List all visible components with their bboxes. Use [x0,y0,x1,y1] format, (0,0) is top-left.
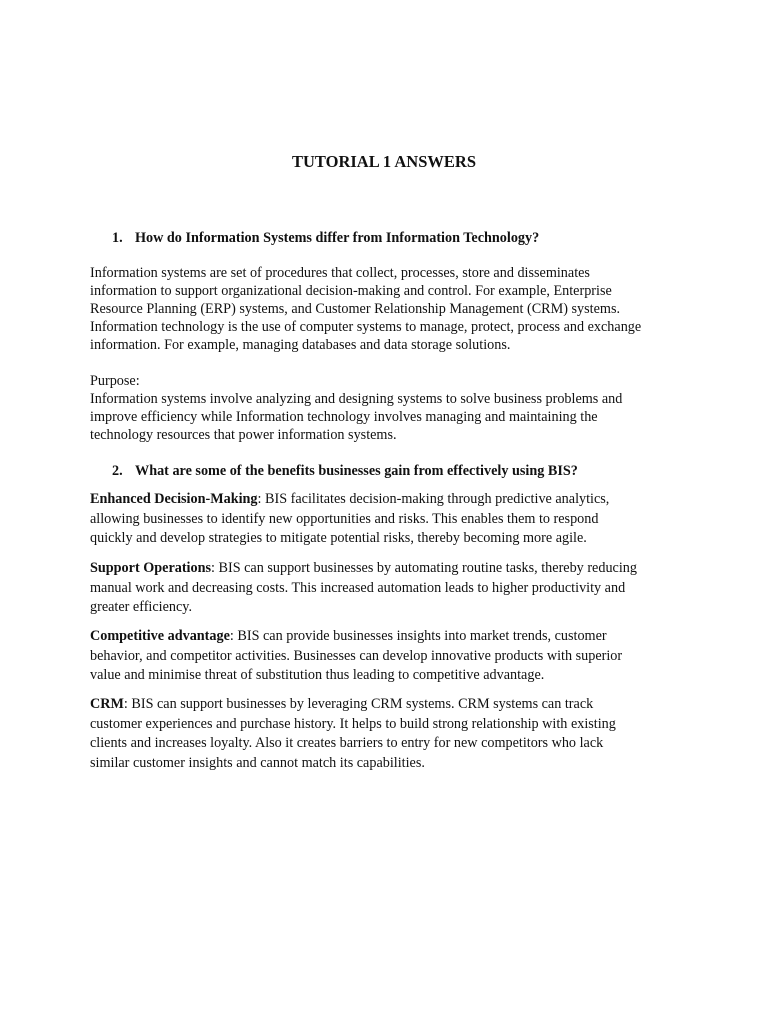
paragraph-line: information to support organizational decision-making and control. For example, Enterprise [90,283,612,299]
benefit-paragraph [90,695,690,773]
question-2-text: What are some of the benefits businesses gain from effectively using BIS? [135,463,578,479]
benefit-paragraph [90,627,690,686]
answer-1-definitions [90,264,690,354]
question-1-text: How do Information Systems differ from Information Technology? [135,230,540,246]
question-1 [112,229,692,247]
answer-1-purpose [90,372,690,444]
benefit-text: : BIS facilitates decision-making through predictive analytics, [257,491,610,507]
benefit-term: Enhanced Decision-Making [90,491,258,507]
benefit-term: Support Operations [90,560,212,576]
benefit-text: : BIS can support businesses by leveraging CRM systems. CRM systems can track [123,696,594,712]
paragraph-line: manual work and decreasing costs. This increased automation leads to higher productivity and [90,579,626,596]
paragraph-line: allowing businesses to identify new opportunities and risks. This enables them to respond [90,510,599,527]
paragraph-line: technology resources that power information systems. [90,427,397,443]
paragraph-line: value and minimise threat of substitution thus leading to competitive advantage. [90,667,545,683]
benefit-text: : BIS can provide businesses insights into market trends, customer [229,628,607,644]
purpose-label: Purpose: [90,373,140,389]
question-1-number: 1. [112,230,123,246]
question-2 [112,462,692,480]
benefit-paragraph [90,490,690,549]
paragraph-line: Information systems involve analyzing and designing systems to solve business problems and [90,391,623,407]
benefit-paragraph [90,559,690,618]
paragraph-line: quickly and develop strategies to mitigate potential risks, thereby becoming more agile. [90,530,587,546]
paragraph-line: customer experiences and purchase history. It helps to build strong relationship with existing [90,715,616,732]
benefit-term: CRM [90,696,124,712]
paragraph-line: improve efficiency while Information technology involves managing and maintaining the [90,409,598,425]
benefit-text: : BIS can support businesses by automating routine tasks, thereby reducing [211,560,637,576]
document-page [90,0,690,1024]
paragraph-line: clients and increases loyalty. Also it creates barriers to entry for new competitors who lack [90,735,604,751]
benefit-term: Competitive advantage [90,628,230,644]
paragraph-line: greater efficiency. [90,599,192,615]
paragraph-line: similar customer insights and cannot match its capabilities. [90,754,425,771]
paragraph-line: information. For example, managing databases and data storage solutions. [90,337,511,353]
paragraph-line: behavior, and competitor activities. Businesses can develop innovative products with superior [90,647,623,664]
question-2-number: 2. [112,463,123,479]
paragraph-line: Information technology is the use of computer systems to manage, protect, process and exchange [90,319,642,335]
paragraph-line: Resource Planning (ERP) systems, and Customer Relationship Management (CRM) systems. [90,301,621,317]
paragraph-line: Information systems are set of procedures that collect, processes, store and disseminates [90,265,590,281]
document-title: TUTORIAL 1 ANSWERS [291,152,476,171]
